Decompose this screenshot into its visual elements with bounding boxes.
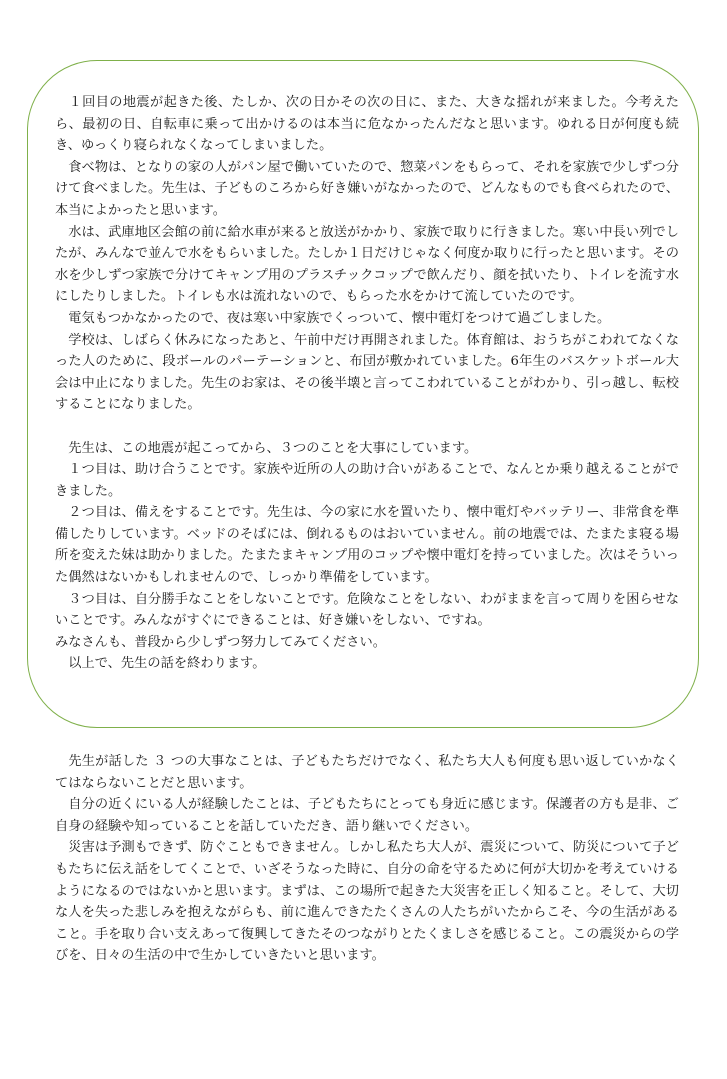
story-paragraph-11: みなさんも、普段から少しずつ努力してみてください。 xyxy=(55,634,386,650)
closing-paragraph-3: 災害は予測もできず、防ぐこともできません。しかし私たち大人が、震災について、防災について子どもたちに伝え話をしてくことで、いざそうなった時に、自分の命を守るために何が大切かを考えていけるようになるのではないかと思います。まずは、この場所で起きた大災害を正しく知ること。そして、大切な人を失った悲しみを抱えながらも、前に進んできたたくさんの人たちがいたからこそ、今の生活があること。手を取り合い支えあって復興してきたそのつながりとたくましさを感じること。この震災からの学びを、日々の生活の中で生かしていきたいと思います。 xyxy=(55,840,679,964)
story-paragraph-7: 先生は、この地震が起こってから、３つのことを大事にしています。 xyxy=(55,440,478,456)
story-paragraph-2: 食べ物は、となりの家の人がパン屋で働いていたので、惣菜パンをもらって、それを家族で少しずつ分けて食べました。先生は、子どものころから好き嫌いがなかったので、どんなものでも食べられたので、本当によかったと思います。 xyxy=(55,159,679,218)
story-paragraph-10: ３つ目は、自分勝手なことをしないことです。危険なことをしない、わがままを言って周りを困らせないことです。みんながすぐにできることは、好き嫌いをしない、ですね。 xyxy=(55,591,679,629)
story-paragraph-4: 電気もつかなかったので、夜は寒い中家族でくっついて、懐中電灯をつけて過ごしました。 xyxy=(55,310,611,326)
story-paragraph-1: １回目の地震が起きた後、たしか、次の日かその次の日に、また、大きな揺れが来ました。今考えたら、最初の日、自転車に乗って出かけるのは本当に危なかったんだなと思います。ゆれる日が何度も続き、ゆっくり寝られなくなってしまいました。 xyxy=(55,95,679,154)
closing-paragraph-1: 先生が話した ３ つの大事なことは、子どもたちだけでなく、私たち大人も何度も思い返していかなくてはならないことだと思います。 xyxy=(55,754,679,791)
story-paragraph-3: 水は、武庫地区会館の前に給水車が来ると放送がかかり、家族で取りに行きました。寒い中長い列でしたが、みんなで並んで水をもらいました。たしか１日だけじゃなく何度か取りに行ったと思います。その水を少しずつ家族で分けてキャンプ用のプラスチックコップで飲んだり、顔を拭いたり、トイレを流す水にしたりしました。トイレも水は流れないので、もらった水をかけて流していたのです。 xyxy=(55,224,679,305)
story-paragraph-9: ２つ目は、備えをすることです。先生は、今の家に水を置いたり、懐中電灯やバッテリー、非常食を準備したりしています。ベッドのそばには、倒れるものはおいていません。前の地震では、たまたま寝る場所を変えた妹は助かりました。たまたまキャンプ用のコップや懐中電灯を持っていました。次はそういった偶然はないかもしれませんので、しっかり準備をしています。 xyxy=(55,505,679,586)
closing-paragraph-2: 自分の近くにいる人が経験したことは、子どもたちにとっても身近に感じます。保護者の方も是非、ご自身の経験や知っていることを話していただき、語り継いでください。 xyxy=(55,797,679,834)
story-paragraph-5: 学校は、しばらく休みになったあと、午前中だけ再開されました。体育館は、おうちがこわれてなくなった人のために、段ボールのパーテーションと、布団が敷かれていました。6年生のバスケットボール大会は中止になりました。先生のお家は、その後半壊と言ってこわれていることがわかり、引っ越し、転校することになりました。 xyxy=(55,332,679,413)
story-paragraph-12: 以上で、先生の話を終わります。 xyxy=(55,656,266,672)
closing-section xyxy=(55,751,679,967)
paragraph-spacer xyxy=(55,416,679,438)
story-paragraph-8: １つ目は、助け合うことです。家族や近所の人の助け合いがあることで、なんとか乗り越えることができました。 xyxy=(55,462,679,499)
teacher-story xyxy=(55,92,679,675)
